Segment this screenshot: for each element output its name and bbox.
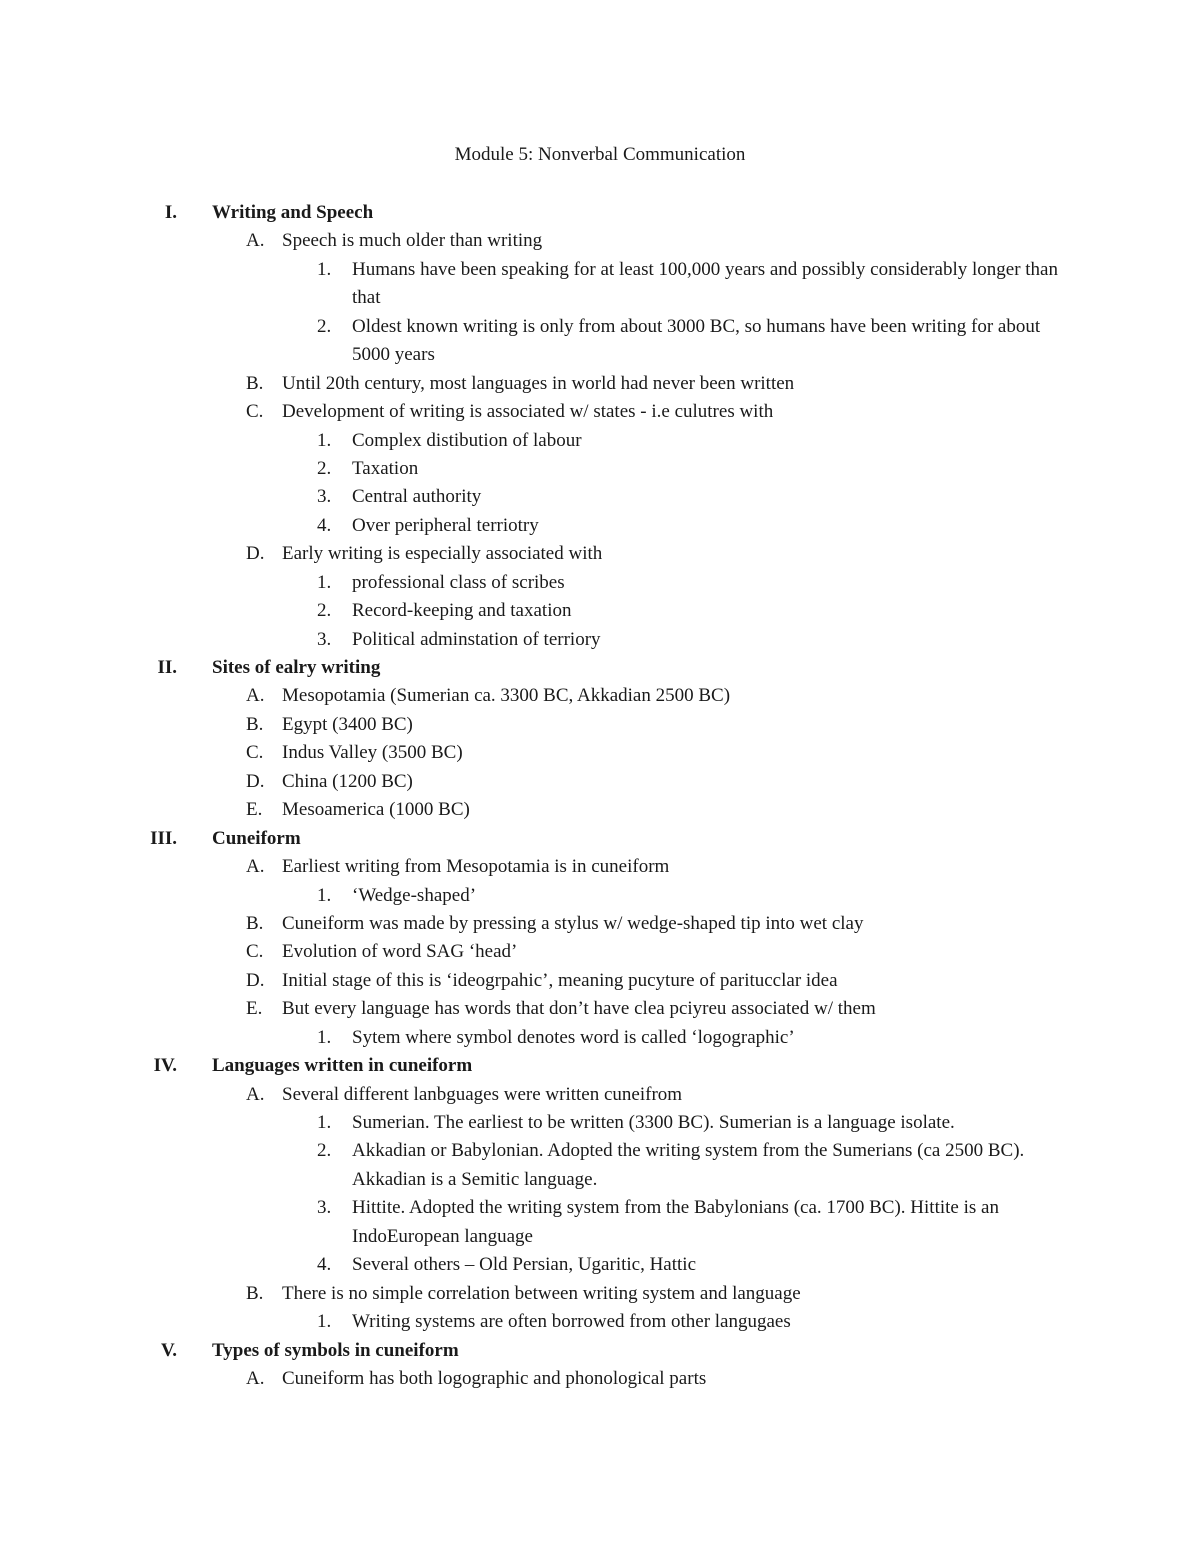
item-text: professional class of scribes (352, 571, 565, 593)
outline-item (0, 938, 1200, 966)
outline-item (0, 995, 1200, 1023)
outline-item (0, 1280, 1200, 1308)
item-text: Several different lanbguages were written cuneifrom (282, 1083, 683, 1105)
item-text: Until 20th century, most languages in world had never been written (282, 372, 795, 394)
item-marker: E. (246, 799, 263, 821)
item-marker: A. (246, 856, 265, 878)
item-marker: 1. (317, 1311, 332, 1333)
outline-subitem (0, 1137, 1200, 1194)
item-marker: I. (164, 202, 177, 223)
item-marker: B. (246, 713, 264, 735)
item-text: Initial stage of this is ‘ideogrpahic’, meaning pucyture of paritucclar idea (282, 969, 838, 991)
section-heading (0, 654, 1200, 682)
outline-subitem (0, 512, 1200, 540)
item-marker: V. (160, 1339, 177, 1361)
item-marker: 3. (317, 628, 332, 650)
item-text: Political adminstation of terriory (352, 628, 601, 650)
item-text: Over peripheral terriotry (352, 514, 539, 536)
item-text: China (1200 BC) (282, 770, 413, 792)
item-marker: III. (150, 827, 177, 849)
item-text: Speech is much older than writing (282, 230, 543, 252)
item-marker: 4. (317, 514, 332, 536)
item-text: Evolution of word SAG ‘head’ (282, 941, 518, 963)
item-marker: 1. (317, 1026, 332, 1048)
item-text: Sytem where symbol denotes word is called ‘logographic’ (352, 1026, 795, 1048)
item-marker: 2. (317, 1140, 332, 1162)
page-title: Module 5: Nonverbal Communication (454, 144, 746, 165)
item-text: Mesoamerica (1000 BC) (282, 799, 470, 821)
outline-subitem (0, 256, 1200, 313)
outline-item (0, 796, 1200, 824)
outline-list (0, 199, 1200, 1393)
outline-subitem (0, 1024, 1200, 1052)
item-text: Mesopotamia (Sumerian ca. 3300 BC, Akkadian 2500 BC) (282, 685, 731, 707)
item-marker: B. (246, 1282, 264, 1304)
item-marker: 4. (317, 1254, 332, 1276)
outline-subitem (0, 1109, 1200, 1137)
item-text: Writing and Speech (212, 202, 374, 223)
outline-item (0, 682, 1200, 710)
item-marker: E. (246, 998, 263, 1020)
item-marker: D. (246, 969, 265, 991)
section-heading (0, 1052, 1200, 1080)
item-marker: A. (246, 1083, 265, 1105)
item-marker: C. (246, 941, 264, 963)
item-text: But every language has words that don’t have clea pciyreu associated w/ them (282, 998, 876, 1020)
item-text: Early writing is especially associated with (282, 543, 603, 565)
item-text: Sites of ealry writing (212, 657, 381, 679)
item-marker: C. (246, 401, 264, 423)
item-text: Development of writing is associated w/ states - i.e culutres with (282, 401, 774, 423)
outline-subitem (0, 483, 1200, 511)
item-text: Types of symbols in cuneiform (212, 1339, 459, 1361)
item-marker: 2. (317, 600, 332, 622)
item-text: Taxation (352, 457, 419, 479)
item-marker: 1. (317, 429, 332, 451)
item-marker: B. (246, 912, 264, 934)
item-text: Complex distibution of labour (352, 429, 582, 451)
outline-item (0, 1365, 1200, 1393)
item-marker: 2. (317, 457, 332, 479)
item-text: Languages written in cuneiform (212, 1055, 473, 1077)
item-text: Akkadian or Babylonian. Adopted the writing system from the Sumerians (ca 2500 BC). Akkadian is a Semitic language. (352, 1140, 1025, 1190)
item-marker: 3. (317, 1197, 332, 1219)
outline-subitem (0, 1308, 1200, 1336)
item-marker: D. (246, 543, 265, 565)
item-text: Several others – Old Persian, Ugaritic, Hattic (352, 1254, 697, 1276)
outline-item (0, 540, 1200, 568)
item-text: Writing systems are often borrowed from other langugaes (352, 1311, 791, 1333)
outline-subitem (0, 626, 1200, 654)
item-text: Record-keeping and taxation (352, 600, 572, 622)
item-marker: IV. (153, 1055, 177, 1077)
item-marker: B. (246, 372, 264, 394)
outline-subitem (0, 1251, 1200, 1279)
outline-subitem (0, 313, 1200, 370)
item-marker: II. (157, 657, 177, 679)
item-marker: 1. (317, 1112, 332, 1134)
outline-item (0, 227, 1200, 255)
item-marker: A. (246, 685, 265, 707)
outline-item (0, 910, 1200, 938)
item-marker: D. (246, 770, 265, 792)
item-marker: 1. (317, 258, 332, 280)
outline-item (0, 853, 1200, 881)
item-marker: C. (246, 742, 264, 764)
outline-subitem (0, 427, 1200, 455)
outline-subitem (0, 882, 1200, 910)
item-marker: 2. (317, 315, 332, 337)
outline-item (0, 967, 1200, 995)
outline-item (0, 398, 1200, 426)
outline-subitem (0, 569, 1200, 597)
item-text: Sumerian. The earliest to be written (3300 BC). Sumerian is a language isolate. (352, 1112, 955, 1134)
item-text: Cuneiform was made by pressing a stylus w/ wedge-shaped tip into wet clay (282, 912, 864, 934)
item-marker: 1. (317, 884, 332, 906)
outline-item (0, 1081, 1200, 1109)
item-text: Cuneiform (212, 827, 301, 849)
item-text: Cuneiform has both logographic and phonological parts (282, 1368, 707, 1389)
outline-item (0, 711, 1200, 739)
item-text: There is no simple correlation between writing system and language (282, 1282, 801, 1304)
outline-subitem (0, 1194, 1200, 1251)
item-marker: A. (246, 1368, 265, 1389)
item-marker: 1. (317, 571, 332, 593)
outline-subitem (0, 455, 1200, 483)
outline-item (0, 370, 1200, 398)
item-text: Egypt (3400 BC) (282, 713, 413, 735)
outline-item (0, 768, 1200, 796)
item-text: ‘Wedge-shaped’ (352, 884, 477, 906)
item-text: Earliest writing from Mesopotamia is in cuneiform (282, 856, 670, 878)
item-text: Humans have been speaking for at least 100,000 years and possibly considerably longer than that (352, 258, 1058, 309)
section-heading (0, 825, 1200, 853)
item-text: Indus Valley (3500 BC) (282, 742, 463, 764)
outline-item (0, 739, 1200, 767)
item-marker: 3. (317, 486, 332, 508)
item-text: Oldest known writing is only from about 3000 BC, so humans have been writing for about 5000 years (352, 315, 1041, 366)
section-heading (0, 199, 1200, 227)
item-text: Hittite. Adopted the writing system from the Babylonians (ca. 1700 BC). Hittite is an IndoEuropean language (352, 1197, 999, 1247)
outline-subitem (0, 597, 1200, 625)
section-heading (0, 1337, 1200, 1365)
item-marker: A. (246, 230, 265, 252)
item-text: Central authority (352, 486, 482, 508)
